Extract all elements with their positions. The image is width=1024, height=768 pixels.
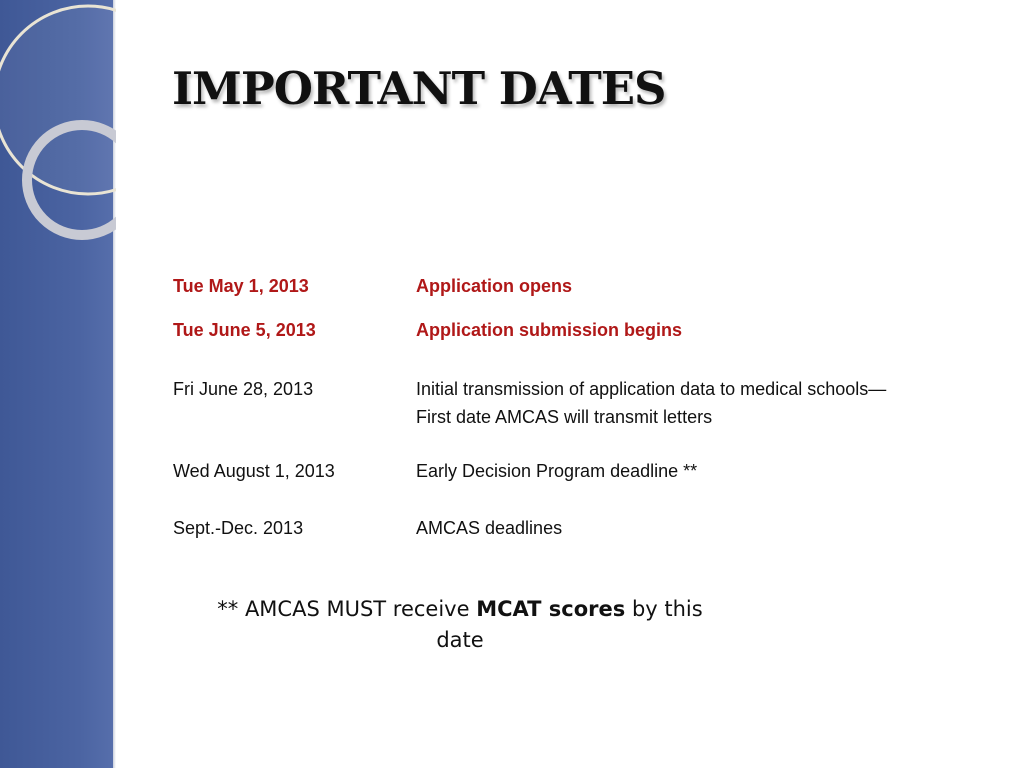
decorative-rings	[0, 0, 116, 260]
schedule-date: Tue May 1, 2013	[173, 276, 309, 296]
schedule-date: Fri June 28, 2013	[173, 379, 314, 399]
schedule-date: Sept.-Dec. 2013	[173, 518, 304, 538]
footnote-suffix: by this date	[436, 597, 703, 652]
footnote	[200, 594, 720, 656]
footnote-emphasis: MCAT scores	[476, 597, 626, 621]
schedule-event: Initial transmission of application data to medical schools—First date AMCAS will transmit letters	[416, 379, 887, 427]
large-ring	[0, 6, 116, 194]
schedule-event: AMCAS deadlines	[416, 518, 563, 538]
schedule-event: Application opens	[416, 276, 573, 296]
slide-title: IMPORTANT DATES	[172, 62, 666, 115]
schedule-event: Early Decision Program deadline **	[416, 461, 698, 481]
schedule-event: Application submission begins	[416, 320, 683, 340]
schedule-date: Wed August 1, 2013	[173, 461, 335, 481]
footnote-prefix: ** AMCAS MUST receive	[217, 597, 470, 621]
schedule-date: Tue June 5, 2013	[173, 320, 316, 340]
